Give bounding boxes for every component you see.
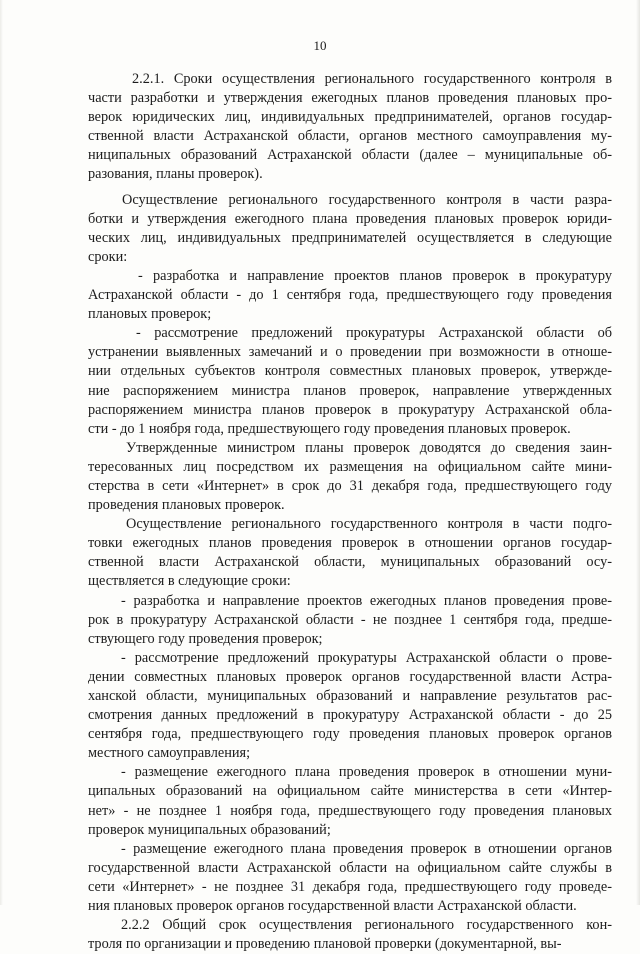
paragraph xyxy=(88,70,612,185)
paragraph xyxy=(88,267,612,324)
paragraph xyxy=(88,763,612,839)
text-line: нии отдельных субъектов контроля совместных плановых проверок, утвержде- xyxy=(88,363,612,380)
text-line: части разработки и утверждения ежегодных планов проведения плановых про- xyxy=(88,90,612,107)
text-line: верок юридических лиц, индивидуальных предпринимателей, органов государ- xyxy=(88,109,612,126)
text-line: разования, планы проверок). xyxy=(88,166,263,183)
text-line: сети «Интернет» - не позднее 31 декабря года, предшествующего году проведе- xyxy=(88,878,612,895)
text-line: сентября года, предшествующего году проведения плановых проверок органов xyxy=(88,726,612,743)
text-line: ниципальных образований Астраханской области (далее – муниципальные об- xyxy=(88,147,612,164)
text-line: рок в прокуратуру Астраханской области - не позднее 1 сентября года, предше- xyxy=(88,611,612,628)
scan-edge-left xyxy=(0,0,3,905)
text-line: ние распоряжением министра планов проверок, направление утвержденных xyxy=(88,382,612,399)
text-line: троля по организации и проведению плановой проверки (документарной, вы- xyxy=(88,936,562,953)
text-line: смотрения данных предложений в прокуратуру Астраханской области - до 25 xyxy=(88,707,612,724)
text-line: нет» - не позднее 1 ноября года, предшествующего году проведения плановых xyxy=(88,802,612,819)
text-line: местного самоуправления; xyxy=(88,745,251,762)
text-line: - разработка и направление проектов планов проверок в прокуратуру xyxy=(138,267,612,284)
text-line: тересованных лиц посредством их размещения на официальном сайте мини- xyxy=(88,458,612,475)
text-line: ханской области, муниципальных образований и направление результатов рас- xyxy=(88,688,612,704)
scan-edge-right xyxy=(636,0,640,905)
text-line: - размещение ежегодного плана проведения проверок в отношении органов xyxy=(121,840,612,857)
paragraph xyxy=(88,324,612,439)
text-line: плановых проверок; xyxy=(88,306,212,323)
text-line: Утвержденные министром планы проверок доводятся до сведения заин- xyxy=(126,439,612,456)
paragraph xyxy=(88,515,612,591)
text-line: сроки: xyxy=(88,248,128,265)
text-line: - рассмотрение предложений прокуратуры Астраханской области об xyxy=(136,325,612,342)
page-number: 10 xyxy=(313,38,327,53)
text-line: ботки и утверждения ежегодного плана проведения плановых проверок юриди- xyxy=(88,210,612,227)
text-line: устранении выявленных замечаний и о проведении при возможности в отноше- xyxy=(88,344,612,361)
paragraph xyxy=(88,649,612,764)
text-line: дении совместных плановых проверок органов государственной власти Астра- xyxy=(88,668,612,685)
text-line: 2.2.2 Общий срок осуществления регионального государственного кон- xyxy=(121,917,612,934)
paragraph xyxy=(88,916,612,954)
text-line: ния плановых проверок органов государственной власти Астраханской области. xyxy=(88,898,577,915)
text-line: Осуществление регионального государственного контроля в части подго- xyxy=(126,516,612,533)
text-line: ципальных образований на официальном сайте министерства в сети «Интер- xyxy=(88,783,612,800)
document-body xyxy=(88,70,612,954)
text-line: сти - до 1 ноября года, предшествующего году проведения плановых проверок. xyxy=(88,420,571,437)
text-line: проведения плановых проверок. xyxy=(88,497,285,514)
text-line: распоряжением министра планов проверок в прокуратуру Астраханской обла- xyxy=(88,401,612,418)
text-line: ществляется в следующие сроки: xyxy=(88,573,291,590)
text-line: стерства в сети «Интернет» в срок до 31 декабря года, предшествующего году xyxy=(88,477,612,494)
text-line: - рассмотрение предложений прокуратуры Астраханской области о прове- xyxy=(121,649,612,666)
text-line: ственной власти Астраханской области, муниципальных образований осу- xyxy=(88,554,612,571)
text-line: - разработка и направление проектов ежегодных планов проведения прове- xyxy=(121,592,612,609)
text-line: государственной власти Астраханской области на официальном сайте службы в xyxy=(88,859,612,876)
text-line: товки ежегодных планов проведения проверок в отношении органов государ- xyxy=(88,535,612,552)
text-line: - размещение ежегодного плана проведения проверок в отношении муни- xyxy=(121,764,612,781)
text-line: ческих лиц, индивидуальных предпринимателей осуществляется в следующие xyxy=(88,229,612,246)
paragraph xyxy=(88,592,612,649)
text-line: Осуществление регионального государственного контроля в части разра- xyxy=(122,191,612,208)
text-line: ственной власти Астраханской области, органов местного самоуправления му- xyxy=(88,128,612,145)
paragraph xyxy=(88,191,612,267)
text-line: 2.2.1. Сроки осуществления регионального государственного контроля в xyxy=(132,71,612,87)
text-line: проверок муниципальных образований; xyxy=(88,821,331,838)
text-line: Астраханской области - до 1 сентября года, предшествующего году проведения xyxy=(88,287,612,304)
text-line: ствующего году проведения проверок; xyxy=(88,630,323,647)
paragraph xyxy=(88,439,612,515)
